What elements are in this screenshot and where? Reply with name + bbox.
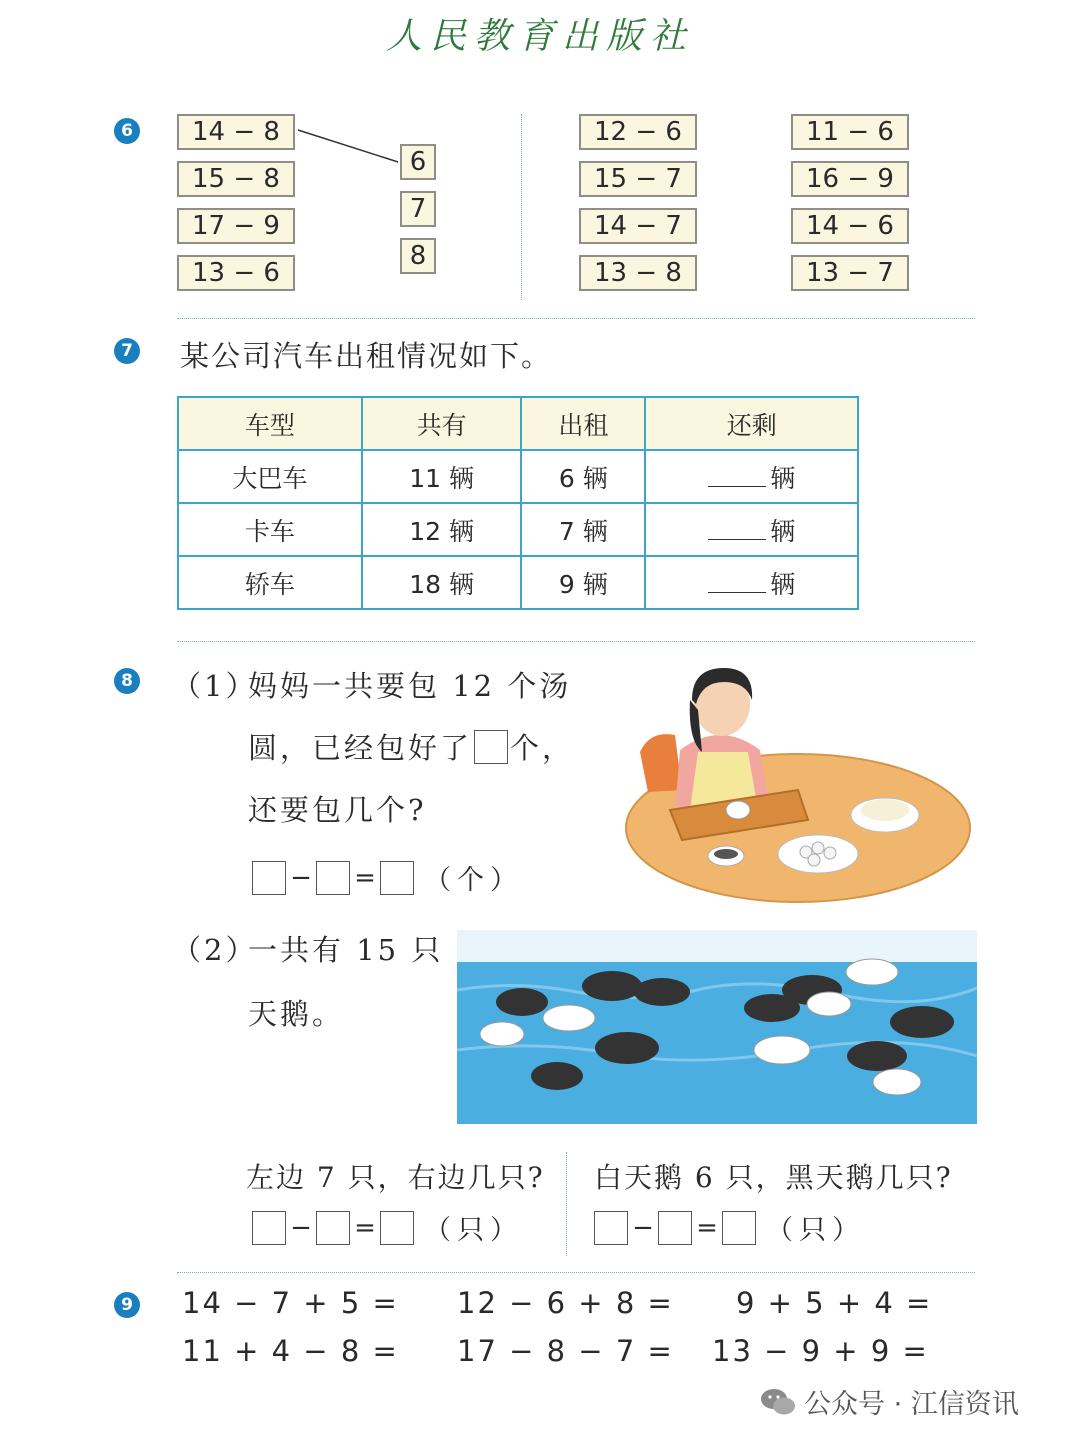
- minus-sign: −: [290, 1212, 312, 1243]
- unit-label: 辆: [770, 516, 796, 546]
- answer-square[interactable]: [252, 861, 286, 895]
- unit-label: 辆: [770, 569, 796, 599]
- part-label: （2）: [172, 933, 258, 967]
- problem-text: 妈妈一共要包 12 个汤: [248, 669, 572, 703]
- problem-text: 天鹅。: [248, 997, 345, 1031]
- calc-expression: 11 + 4 − 8 =: [182, 1334, 399, 1368]
- answer-box[interactable]: 8: [400, 238, 436, 274]
- table-row: [178, 556, 858, 609]
- problem-text: 一共有 15 只: [248, 933, 444, 967]
- minus-sign: −: [632, 1212, 654, 1243]
- answer-square[interactable]: [474, 730, 508, 764]
- unit-label: （只）: [424, 1215, 523, 1246]
- divider-vertical: [521, 114, 522, 300]
- expr-box: 12 − 6: [579, 114, 697, 150]
- calc-expression: 9 + 5 + 4 =: [736, 1286, 933, 1320]
- calc-expression: 14 − 7 + 5 =: [182, 1286, 399, 1320]
- answer-square[interactable]: [380, 1211, 414, 1245]
- divider: [177, 318, 975, 319]
- expr-box: 11 − 6: [791, 114, 909, 150]
- calc-expression: 12 − 6 + 8 =: [457, 1286, 674, 1320]
- expr-box: 13 − 6: [177, 255, 295, 291]
- answer-square[interactable]: [380, 861, 414, 895]
- unit-label: 辆: [770, 463, 796, 493]
- expr-box: 13 − 7: [791, 255, 909, 291]
- table-header: 车型: [178, 397, 362, 450]
- problem-text: 个，: [510, 731, 575, 765]
- tangyuan-illustration: [620, 660, 980, 910]
- matching-line: [298, 130, 398, 162]
- problem-text-line: [248, 726, 574, 767]
- question-number-6: 6: [114, 118, 140, 144]
- table-cell-remain[interactable]: [645, 503, 858, 556]
- equals-sign: =: [354, 862, 376, 893]
- table-cell-type: 轿车: [178, 556, 362, 609]
- table-cell-type: 大巴车: [178, 450, 362, 503]
- table-cell-rented: 6 辆: [521, 450, 645, 503]
- calc-expression: 17 − 8 − 7 =: [457, 1334, 674, 1368]
- expr-box: 17 − 9: [177, 208, 295, 244]
- equals-sign: =: [696, 1212, 718, 1243]
- expr-box: 16 − 9: [791, 161, 909, 197]
- swans-illustration: [457, 930, 977, 1124]
- subquestion-left: 左边 7 只，右边几只?: [246, 1161, 545, 1194]
- wechat-icon: [760, 1387, 796, 1417]
- expr-box: 15 − 8: [177, 161, 295, 197]
- table-header-row: [178, 397, 858, 450]
- question-prompt: 某公司汽车出租情况如下。: [180, 339, 553, 373]
- minus-sign: −: [290, 862, 312, 893]
- publisher-header: 人民教育出版社: [385, 16, 694, 57]
- table-cell-rented: 7 辆: [521, 503, 645, 556]
- equals-sign: =: [354, 1212, 376, 1243]
- answer-square[interactable]: [316, 1211, 350, 1245]
- equation-row: [252, 1208, 523, 1247]
- divider: [177, 1272, 975, 1273]
- watermark: [760, 1382, 1019, 1421]
- table-cell-remain[interactable]: [645, 556, 858, 609]
- expr-box: 14 − 8: [177, 114, 295, 150]
- calc-expression: 13 − 9 + 9 =: [712, 1334, 929, 1368]
- question-number-9: 9: [114, 1292, 140, 1318]
- subquestion-right: 白天鹅 6 只，黑天鹅几只?: [594, 1161, 953, 1194]
- unit-label: （个）: [424, 865, 523, 896]
- table-cell-total: 12 辆: [362, 503, 521, 556]
- table-cell-type: 卡车: [178, 503, 362, 556]
- question-number-8: 8: [114, 668, 140, 694]
- fill-blank[interactable]: [708, 518, 766, 540]
- table-row: [178, 450, 858, 503]
- table-cell-total: 11 辆: [362, 450, 521, 503]
- problem-text: 圆，已经包好了: [248, 731, 473, 765]
- table-header: 还剩: [645, 397, 858, 450]
- equation-row: [594, 1208, 865, 1247]
- fill-blank[interactable]: [708, 465, 766, 487]
- question-number-7: 7: [114, 338, 140, 364]
- expr-box: 14 − 6: [791, 208, 909, 244]
- answer-square[interactable]: [658, 1211, 692, 1245]
- answer-square[interactable]: [594, 1211, 628, 1245]
- table-cell-remain[interactable]: [645, 450, 858, 503]
- expr-box: 15 − 7: [579, 161, 697, 197]
- expr-box: 13 − 8: [579, 255, 697, 291]
- divider: [177, 641, 975, 642]
- fill-blank[interactable]: [708, 571, 766, 593]
- watermark-text: 公众号 · 江信资讯: [804, 1389, 1019, 1420]
- table-cell-total: 18 辆: [362, 556, 521, 609]
- equation-row: [252, 858, 523, 897]
- answer-square[interactable]: [252, 1211, 286, 1245]
- answer-box[interactable]: 6: [400, 144, 436, 180]
- unit-label: （只）: [766, 1215, 865, 1246]
- table-row: [178, 503, 858, 556]
- table-header: 共有: [362, 397, 521, 450]
- divider-vertical: [566, 1152, 567, 1256]
- rental-table: [177, 396, 859, 610]
- answer-box[interactable]: 7: [400, 191, 436, 227]
- table-header: 出租: [521, 397, 645, 450]
- expr-box: 14 − 7: [579, 208, 697, 244]
- answer-square[interactable]: [316, 861, 350, 895]
- answer-square[interactable]: [722, 1211, 756, 1245]
- problem-text: 还要包几个?: [248, 793, 427, 827]
- part-label: （1）: [172, 669, 258, 703]
- matching-line-svg: [0, 0, 1080, 320]
- table-cell-rented: 9 辆: [521, 556, 645, 609]
